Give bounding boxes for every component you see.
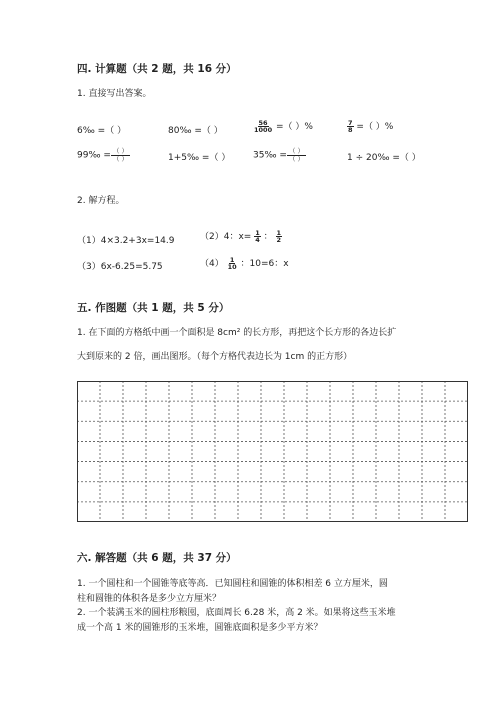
fraction (253, 120, 273, 134)
fraction (111, 148, 130, 162)
answer-question-2-line-2: 成一个高 1 米的圆锥形的玉米堆，圆锥底面积是多少平方米？ (77, 623, 323, 633)
numerator: 1 (229, 255, 235, 264)
grid-lines (77, 381, 468, 522)
calc-item-g (253, 148, 306, 162)
equation-4-rest: ：10=6：x (240, 259, 289, 269)
equation-2 (200, 229, 282, 244)
calc-item-c-rest: =（ ）% (275, 122, 313, 132)
calc-item-g-pre: 35‰ = (253, 150, 287, 161)
denominator: 8 (348, 126, 353, 134)
calc-item-b: 80‰ =（ ） (168, 126, 223, 136)
denominator: 1000 (254, 126, 273, 134)
drawing-question-line-2: 大到原来的 2 倍，画出图形。（每个方格代表边长为 1cm 的正方形） (77, 352, 353, 362)
calc-item-e-pre: 99‰ = (77, 150, 111, 161)
denominator: 2 (276, 236, 282, 244)
fraction (227, 257, 238, 271)
fraction (347, 120, 354, 134)
equation-4-pre: （4） (200, 259, 224, 269)
section-6-heading: 六. 解答题（共 6 题，共 37 分） (77, 552, 237, 564)
equation-3: （3）6x-6.25=5.75 (77, 262, 163, 272)
calc-item-d (347, 119, 393, 134)
calc-item-a: 6‰ =（ ） (77, 126, 127, 136)
ratio-colon: ： (263, 232, 273, 242)
denominator: 10 (227, 263, 237, 271)
calc-item-d-rest: =（ ）% (356, 122, 394, 132)
answer-question-1-line-2: 柱和圆锥的体积各是多少立方厘米？ (77, 594, 222, 604)
fraction (287, 148, 306, 162)
calc-item-c (253, 119, 313, 134)
section-4-heading: 四. 计算题（共 2 题，共 16 分） (77, 63, 237, 75)
numerator: 1 (276, 228, 282, 237)
numerator: 1 (255, 228, 260, 237)
calc-item-h: 1 ÷ 20‰ =（ ） (347, 153, 421, 163)
numerator: 56 (258, 118, 268, 127)
question-1-title: 1. 直接写出答案。 (77, 89, 152, 99)
calc-item-e (77, 148, 130, 162)
denominator: 4 (255, 236, 260, 244)
equation-4 (200, 256, 289, 271)
answer-question-2-line-1: 2. 一个装满玉米的圆柱形粮囤，底面周长 6.28 米，高 2 米。如果将这些玉米堆 (77, 608, 396, 618)
denominator: （ ） (288, 154, 305, 163)
square-grid-paper[interactable] (77, 381, 468, 522)
denominator: （ ） (112, 154, 129, 163)
section-5-heading: 五. 作图题（共 1 题，共 5 分） (77, 302, 230, 314)
question-2-title: 2. 解方程。 (77, 196, 125, 206)
equation-2-pre: （2）4：x= (200, 232, 252, 242)
fraction (276, 230, 283, 244)
numerator: （ ） (112, 147, 129, 155)
fraction (254, 230, 261, 244)
equation-1: （1）4×3.2+3x=14.9 (77, 236, 175, 246)
drawing-question-line-1: 1. 在下面的方格纸中画一个面积是 8cm² 的长方形，再把这个长方形的各边长扩 (77, 328, 397, 338)
calc-item-f: 1+5‰ =（ ） (168, 153, 231, 163)
numerator: （ ） (288, 147, 305, 155)
answer-question-1-line-1: 1. 一个圆柱和一个圆锥等底等高．已知圆柱和圆锥的体积相差 6 立方厘米，圆 (77, 579, 388, 589)
numerator: 7 (348, 118, 353, 127)
